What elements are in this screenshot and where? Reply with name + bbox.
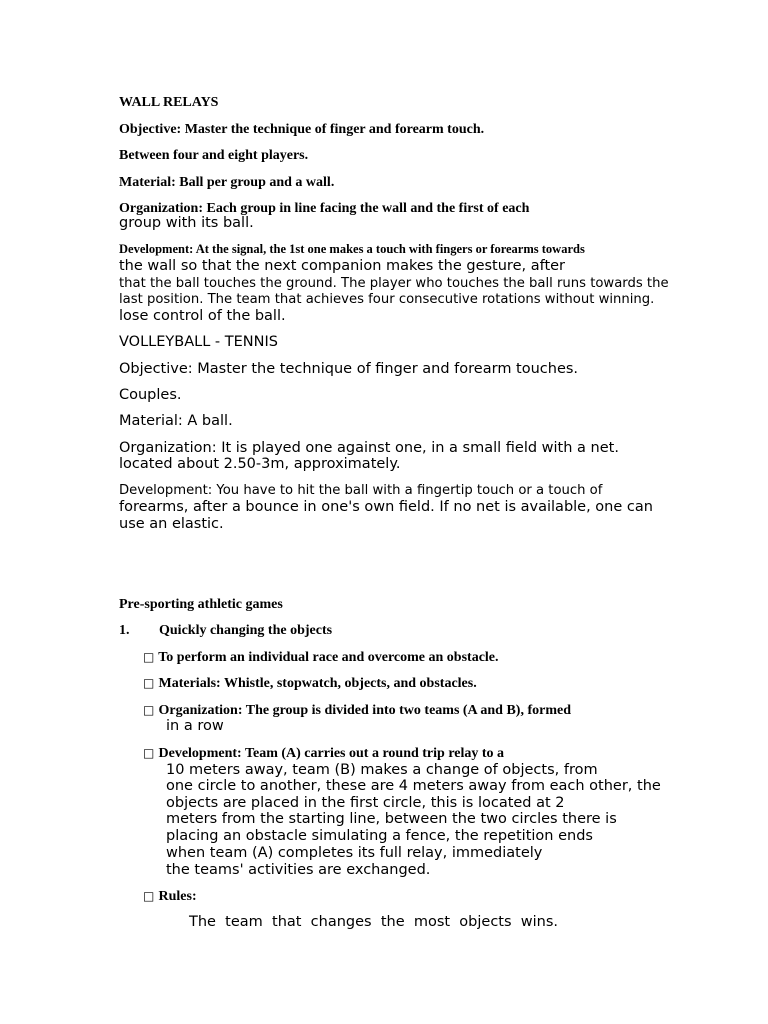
athletic-games-development-line8: the teams' activities are exchanged. bbox=[166, 862, 431, 878]
volleyball-tennis-material: Material: A ball. bbox=[119, 413, 233, 429]
athletic-games-development-line6: placing an obstacle simulating a fence, the repetition ends bbox=[166, 828, 593, 844]
wall-relays-title: WALL RELAYS bbox=[119, 95, 219, 110]
athletic-games-development bbox=[143, 745, 504, 762]
wall-relays-organization-line2: group with its ball. bbox=[119, 215, 254, 231]
athletic-games-rules-label: Rules: bbox=[158, 889, 197, 904]
wall-relays-players: Between four and eight players. bbox=[119, 148, 309, 163]
volleyball-tennis-development-line3: use an elastic. bbox=[119, 516, 224, 532]
athletic-games-item-title: Quickly changing the objects bbox=[159, 623, 333, 638]
wall-relays-material: Material: Ball per group and a wall. bbox=[119, 175, 335, 190]
checkbox-bullet-icon: □ bbox=[143, 889, 155, 903]
athletic-games-objective-text: To perform an individual race and overcome an obstacle. bbox=[158, 650, 499, 665]
wall-relays-development-line4: last position. The team that achieves four consecutive rotations without winning. bbox=[119, 292, 655, 307]
athletic-games-organization-text: Organization: The group is divided into two teams (A and B), formed bbox=[158, 703, 572, 718]
volleyball-tennis-title: VOLLEYBALL - TENNIS bbox=[119, 334, 278, 350]
athletic-games-development-text: Development: Team (A) carries out a round trip relay to a bbox=[158, 746, 505, 761]
volleyball-tennis-organization-line1: Organization: It is played one against one, in a small field with a net. bbox=[119, 440, 619, 456]
athletic-games-item-number: 1. bbox=[119, 623, 130, 638]
athletic-games-development-line3: one circle to another, these are 4 meters away from each other, the bbox=[166, 778, 661, 794]
athletic-games-rules bbox=[143, 888, 197, 905]
athletic-games-development-line4: objects are placed in the first circle, this is located at 2 bbox=[166, 795, 565, 811]
checkbox-bullet-icon: □ bbox=[143, 703, 155, 717]
volleyball-tennis-organization-line2: located about 2.50-3m, approximately. bbox=[119, 456, 401, 472]
volleyball-tennis-objective: Objective: Master the technique of finger and forearm touches. bbox=[119, 361, 579, 377]
volleyball-tennis-development-line2: forearms, after a bounce in one's own field. If no net is available, one can bbox=[119, 499, 653, 515]
wall-relays-development-line2: the wall so that the next companion makes the gesture, after bbox=[119, 258, 566, 274]
athletic-games-development-line7: when team (A) completes its full relay, immediately bbox=[166, 845, 543, 861]
athletic-games-materials-text: Materials: Whistle, stopwatch, objects, and obstacles. bbox=[158, 676, 477, 691]
checkbox-bullet-icon: □ bbox=[143, 746, 155, 760]
checkbox-bullet-icon: □ bbox=[143, 650, 155, 664]
wall-relays-development-line1: Development: At the signal, the 1st one makes a touch with fingers or forearms towards bbox=[119, 242, 585, 256]
checkbox-bullet-icon: □ bbox=[143, 676, 155, 690]
athletic-games-organization-line2: in a row bbox=[166, 718, 224, 734]
wall-relays-development-line5: lose control of the ball. bbox=[119, 308, 286, 324]
volleyball-tennis-players: Couples. bbox=[119, 387, 182, 403]
wall-relays-development-line3: that the ball touches the ground. The player who touches the ball runs towards the bbox=[119, 276, 669, 291]
wall-relays-organization-line1: Organization: Each group in line facing the wall and the first of each bbox=[119, 201, 530, 216]
athletic-games-materials bbox=[143, 675, 477, 692]
athletic-games-development-line5: meters from the starting line, between the two circles there is bbox=[166, 811, 617, 827]
athletic-games-development-line2: 10 meters away, team (B) makes a change of objects, from bbox=[166, 762, 598, 778]
athletic-games-rules-text: The team that changes the most objects wins. bbox=[189, 914, 558, 930]
athletic-games-objective bbox=[143, 649, 499, 666]
volleyball-tennis-development-line1: Development: You have to hit the ball with a fingertip touch or a touch of bbox=[119, 483, 603, 498]
wall-relays-objective: Objective: Master the technique of finger and forearm touch. bbox=[119, 122, 485, 137]
athletic-games-title: Pre-sporting athletic games bbox=[119, 597, 283, 612]
athletic-games-organization bbox=[143, 702, 571, 719]
